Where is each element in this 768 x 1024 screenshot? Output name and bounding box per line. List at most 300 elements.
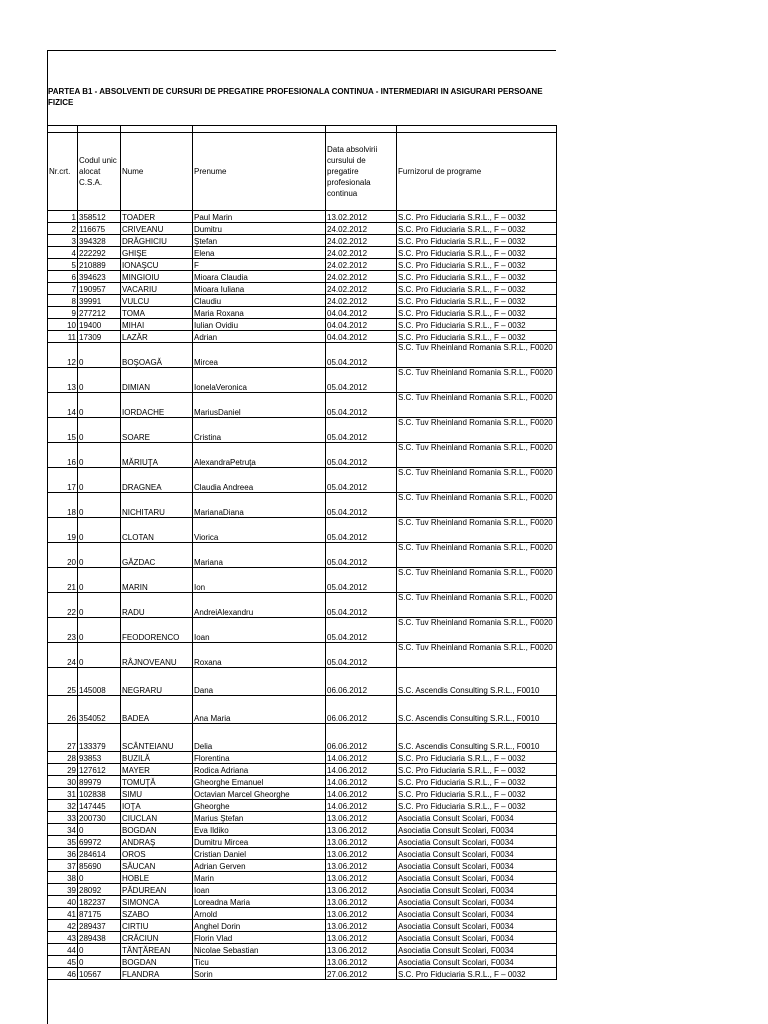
cell-code: 19400 — [78, 319, 121, 331]
cell-first-name: Mircea — [193, 343, 326, 368]
cell-first-name: Cristina — [193, 418, 326, 443]
header-code: Codul unic alocat C.S.A. — [78, 133, 121, 211]
cell-date: 24.02.2012 — [326, 235, 397, 247]
table-row — [48, 848, 557, 860]
cell-nr: 28 — [48, 752, 78, 764]
cell-date: 13.06.2012 — [326, 932, 397, 944]
cell-first-name: Nicolae Sebastian — [193, 944, 326, 956]
cell-last-name: TĂNŢĂREAN — [121, 944, 193, 956]
table-row — [48, 836, 557, 848]
cell-nr: 45 — [48, 956, 78, 968]
cell-first-name: Ioan — [193, 884, 326, 896]
cell-provider: S.C. Ascendis Consulting S.R.L., F0010 — [397, 696, 557, 724]
cell-first-name: Maria Roxana — [193, 307, 326, 319]
table-row — [48, 295, 557, 307]
cell-code: 354052 — [78, 696, 121, 724]
cell-code: 0 — [78, 468, 121, 493]
header-nr: Nr.crt. — [48, 133, 78, 211]
cell-date: 06.06.2012 — [326, 696, 397, 724]
table-row — [48, 283, 557, 295]
table-row — [48, 223, 557, 235]
cell-nr: 12 — [48, 343, 78, 368]
cell-code: 0 — [78, 618, 121, 643]
cell-date: 14.06.2012 — [326, 764, 397, 776]
cell-nr: 1 — [48, 211, 78, 223]
cell-provider: S.C. Tuv Rheinland Romania S.R.L., F0020 — [397, 443, 557, 468]
cell-nr: 14 — [48, 393, 78, 418]
cell-provider: S.C. Tuv Rheinland Romania S.R.L., F0020 — [397, 343, 557, 368]
cell-code: 0 — [78, 872, 121, 884]
cell-last-name: TOADER — [121, 211, 193, 223]
cell-nr: 36 — [48, 848, 78, 860]
cell-last-name: NEGRARU — [121, 668, 193, 696]
table-row — [48, 271, 557, 283]
cell-nr: 27 — [48, 724, 78, 752]
cell-nr: 30 — [48, 776, 78, 788]
cell-date: 13.02.2012 — [326, 211, 397, 223]
cell-first-name: Cristian Daniel — [193, 848, 326, 860]
cell-provider: S.C. Pro Fiduciaria S.R.L., F – 0032 — [397, 788, 557, 800]
cell-last-name: PĂDUREAN — [121, 884, 193, 896]
cell-first-name: Sorin — [193, 968, 326, 980]
table-row — [48, 468, 557, 493]
cell-provider: S.C. Pro Fiduciaria S.R.L., F – 0032 — [397, 307, 557, 319]
table-row — [48, 518, 557, 543]
graduates-table — [47, 125, 557, 980]
cell-date: 14.06.2012 — [326, 788, 397, 800]
cell-date: 05.04.2012 — [326, 593, 397, 618]
cell-nr: 40 — [48, 896, 78, 908]
cell-last-name: DIMIAN — [121, 368, 193, 393]
cell-first-name: Viorica — [193, 518, 326, 543]
cell-provider: S.C. Pro Fiduciaria S.R.L., F – 0032 — [397, 776, 557, 788]
cell-nr: 5 — [48, 259, 78, 271]
cell-first-name: MarianaDiana — [193, 493, 326, 518]
header-provider: Furnizorul de programe — [397, 133, 557, 211]
cell-code: 0 — [78, 518, 121, 543]
cell-first-name: Iulian Ovidiu — [193, 319, 326, 331]
cell-provider: Asociatia Consult Scolari, F0034 — [397, 872, 557, 884]
cell-nr: 37 — [48, 860, 78, 872]
cell-first-name: Delia — [193, 724, 326, 752]
cell-last-name: SIMONCA — [121, 896, 193, 908]
cell-date: 13.06.2012 — [326, 908, 397, 920]
table-row — [48, 800, 557, 812]
cell-last-name: BADEA — [121, 696, 193, 724]
cell-code: 289437 — [78, 920, 121, 932]
cell-last-name: TOMA — [121, 307, 193, 319]
table-row — [48, 956, 557, 968]
cell-first-name: Eva Ildiko — [193, 824, 326, 836]
cell-date: 06.06.2012 — [326, 668, 397, 696]
cell-last-name: BOŞOAGĂ — [121, 343, 193, 368]
cell-date: 05.04.2012 — [326, 443, 397, 468]
table-row — [48, 368, 557, 393]
cell-last-name: IOŢA — [121, 800, 193, 812]
cell-date: 05.04.2012 — [326, 518, 397, 543]
table-row — [48, 331, 557, 343]
cell-date: 04.04.2012 — [326, 331, 397, 343]
cell-first-name: Ion — [193, 568, 326, 593]
cell-code: 222292 — [78, 247, 121, 259]
table-row — [48, 824, 557, 836]
cell-first-name: Dumitru — [193, 223, 326, 235]
cell-code: 190957 — [78, 283, 121, 295]
cell-code: 145008 — [78, 668, 121, 696]
cell-code: 85690 — [78, 860, 121, 872]
cell-code: 28092 — [78, 884, 121, 896]
cell-first-name: Gheorghe — [193, 800, 326, 812]
cell-first-name: F — [193, 259, 326, 271]
cell-first-name: Mariana — [193, 543, 326, 568]
cell-date: 05.04.2012 — [326, 643, 397, 668]
cell-provider: Asociatia Consult Scolari, F0034 — [397, 932, 557, 944]
cell-provider: Asociatia Consult Scolari, F0034 — [397, 896, 557, 908]
cell-first-name: AlexandraPetruţa — [193, 443, 326, 468]
cell-provider: Asociatia Consult Scolari, F0034 — [397, 884, 557, 896]
table-row — [48, 968, 557, 980]
cell-code: 0 — [78, 418, 121, 443]
cell-code: 0 — [78, 643, 121, 668]
cell-code: 102838 — [78, 788, 121, 800]
cell-nr: 35 — [48, 836, 78, 848]
cell-provider: S.C. Ascendis Consulting S.R.L., F0010 — [397, 724, 557, 752]
table-row — [48, 944, 557, 956]
cell-last-name: BUZILĂ — [121, 752, 193, 764]
cell-code: 182237 — [78, 896, 121, 908]
cell-first-name: Ştefan — [193, 235, 326, 247]
cell-first-name: MariusDaniel — [193, 393, 326, 418]
cell-last-name: MAYER — [121, 764, 193, 776]
cell-code: 0 — [78, 443, 121, 468]
cell-provider: S.C. Pro Fiduciaria S.R.L., F – 0032 — [397, 331, 557, 343]
cell-date: 13.06.2012 — [326, 944, 397, 956]
cell-first-name: Ticu — [193, 956, 326, 968]
cell-provider: S.C. Tuv Rheinland Romania S.R.L., F0020 — [397, 518, 557, 543]
cell-nr: 32 — [48, 800, 78, 812]
cell-first-name: Mioara Iuliana — [193, 283, 326, 295]
cell-last-name: SZABO — [121, 908, 193, 920]
cell-first-name: Octavian Marcel Gheorghe — [193, 788, 326, 800]
cell-provider: Asociatia Consult Scolari, F0034 — [397, 908, 557, 920]
cell-nr: 38 — [48, 872, 78, 884]
cell-date: 27.06.2012 — [326, 968, 397, 980]
table-row — [48, 618, 557, 643]
cell-date: 13.06.2012 — [326, 836, 397, 848]
cell-provider: S.C. Pro Fiduciaria S.R.L., F – 0032 — [397, 247, 557, 259]
cell-date: 05.04.2012 — [326, 343, 397, 368]
header-row — [48, 133, 557, 211]
table-row — [48, 307, 557, 319]
cell-date: 13.06.2012 — [326, 896, 397, 908]
cell-date: 05.04.2012 — [326, 418, 397, 443]
header-last-name: Nume — [121, 133, 193, 211]
cell-date: 05.04.2012 — [326, 368, 397, 393]
cell-last-name: IORDACHE — [121, 393, 193, 418]
cell-last-name: SCÂNTEIANU — [121, 724, 193, 752]
cell-nr: 44 — [48, 944, 78, 956]
cell-nr: 9 — [48, 307, 78, 319]
cell-code: 0 — [78, 343, 121, 368]
cell-nr: 24 — [48, 643, 78, 668]
cell-nr: 7 — [48, 283, 78, 295]
cell-code: 93853 — [78, 752, 121, 764]
cell-date: 13.06.2012 — [326, 812, 397, 824]
cell-last-name: LAZĂR — [121, 331, 193, 343]
cell-provider: S.C. Pro Fiduciaria S.R.L., F – 0032 — [397, 295, 557, 307]
cell-last-name: GĂZDAC — [121, 543, 193, 568]
cell-first-name: AndreiAlexandru — [193, 593, 326, 618]
cell-date: 13.06.2012 — [326, 848, 397, 860]
cell-first-name: Loreadna Maria — [193, 896, 326, 908]
table-row — [48, 788, 557, 800]
cell-provider: Asociatia Consult Scolari, F0034 — [397, 812, 557, 824]
cell-code: 0 — [78, 368, 121, 393]
cell-provider: S.C. Pro Fiduciaria S.R.L., F – 0032 — [397, 800, 557, 812]
cell-provider: S.C. Tuv Rheinland Romania S.R.L., F0020 — [397, 643, 557, 668]
cell-nr: 16 — [48, 443, 78, 468]
table-row — [48, 896, 557, 908]
cell-first-name: Rodica Adriana — [193, 764, 326, 776]
cell-first-name: IonelaVeronica — [193, 368, 326, 393]
cell-date: 13.06.2012 — [326, 860, 397, 872]
cell-date: 24.02.2012 — [326, 271, 397, 283]
cell-last-name: BOGDAN — [121, 824, 193, 836]
cell-code: 394623 — [78, 271, 121, 283]
header-graduation-date: Data absolvirii cursului de pregatire profesionala continua — [326, 133, 397, 211]
table-row — [48, 932, 557, 944]
cell-date: 14.06.2012 — [326, 800, 397, 812]
table-row — [48, 668, 557, 696]
cell-nr: 34 — [48, 824, 78, 836]
cell-date: 05.04.2012 — [326, 493, 397, 518]
cell-first-name: Ana Maria — [193, 696, 326, 724]
cell-code: 39991 — [78, 295, 121, 307]
cell-code: 116675 — [78, 223, 121, 235]
cell-first-name: Claudia Andreea — [193, 468, 326, 493]
cell-provider: S.C. Pro Fiduciaria S.R.L., F – 0032 — [397, 235, 557, 247]
cell-first-name: Florentina — [193, 752, 326, 764]
cell-provider: S.C. Pro Fiduciaria S.R.L., F – 0032 — [397, 283, 557, 295]
cell-first-name: Anghel Dorin — [193, 920, 326, 932]
cell-provider: S.C. Pro Fiduciaria S.R.L., F – 0032 — [397, 211, 557, 223]
cell-code: 210889 — [78, 259, 121, 271]
cell-nr: 15 — [48, 418, 78, 443]
cell-nr: 18 — [48, 493, 78, 518]
cell-provider: Asociatia Consult Scolari, F0034 — [397, 956, 557, 968]
document-title: PARTEA B1 - ABSOLVENTI DE CURSURI DE PREGATIRE PROFESIONALA CONTINUA - INTERMEDIARI IN ASIGURARI PERSOANE FIZICE — [48, 87, 543, 107]
cell-code: 0 — [78, 543, 121, 568]
cell-first-name: Adrian — [193, 331, 326, 343]
cell-date: 14.06.2012 — [326, 776, 397, 788]
cell-provider: S.C. Tuv Rheinland Romania S.R.L., F0020 — [397, 543, 557, 568]
cell-date: 24.02.2012 — [326, 247, 397, 259]
cell-date: 13.06.2012 — [326, 884, 397, 896]
cell-last-name: FEODORENCO — [121, 618, 193, 643]
cell-last-name: VACARIU — [121, 283, 193, 295]
cell-nr: 41 — [48, 908, 78, 920]
cell-first-name: Dana — [193, 668, 326, 696]
cell-last-name: TOMUŢĂ — [121, 776, 193, 788]
cell-first-name: Florin Vlad — [193, 932, 326, 944]
table-row — [48, 593, 557, 618]
cell-nr: 46 — [48, 968, 78, 980]
table-row — [48, 860, 557, 872]
cell-nr: 8 — [48, 295, 78, 307]
cell-date: 13.06.2012 — [326, 920, 397, 932]
cell-provider: S.C. Pro Fiduciaria S.R.L., F – 0032 — [397, 968, 557, 980]
cell-provider: S.C. Pro Fiduciaria S.R.L., F – 0032 — [397, 259, 557, 271]
cell-last-name: FLANDRA — [121, 968, 193, 980]
cell-last-name: CIUCLAN — [121, 812, 193, 824]
cell-nr: 2 — [48, 223, 78, 235]
cell-nr: 4 — [48, 247, 78, 259]
cell-first-name: Roxana — [193, 643, 326, 668]
cell-code: 394328 — [78, 235, 121, 247]
cell-last-name: GHIŞE — [121, 247, 193, 259]
cell-nr: 13 — [48, 368, 78, 393]
cell-date: 14.06.2012 — [326, 752, 397, 764]
cell-code: 147445 — [78, 800, 121, 812]
cell-first-name: Gheorghe Emanuel — [193, 776, 326, 788]
table-row — [48, 872, 557, 884]
cell-date: 06.06.2012 — [326, 724, 397, 752]
cell-provider: Asociatia Consult Scolari, F0034 — [397, 944, 557, 956]
cell-nr: 42 — [48, 920, 78, 932]
cell-date: 04.04.2012 — [326, 319, 397, 331]
table-row — [48, 920, 557, 932]
cell-last-name: IONAŞCU — [121, 259, 193, 271]
cell-code: 358512 — [78, 211, 121, 223]
table-row — [48, 696, 557, 724]
cell-last-name: MARIN — [121, 568, 193, 593]
table-row — [48, 752, 557, 764]
cell-code: 87175 — [78, 908, 121, 920]
cell-provider: S.C. Pro Fiduciaria S.R.L., F – 0032 — [397, 271, 557, 283]
cell-date: 24.02.2012 — [326, 259, 397, 271]
cell-provider: S.C. Pro Fiduciaria S.R.L., F – 0032 — [397, 223, 557, 235]
cell-provider: S.C. Tuv Rheinland Romania S.R.L., F0020 — [397, 493, 557, 518]
cell-last-name: OROS — [121, 848, 193, 860]
table-row — [48, 908, 557, 920]
cell-last-name: CRĂCIUN — [121, 932, 193, 944]
table-row — [48, 211, 557, 223]
cell-last-name: HOBLE — [121, 872, 193, 884]
table-row — [48, 319, 557, 331]
table-row — [48, 812, 557, 824]
cell-provider: Asociatia Consult Scolari, F0034 — [397, 848, 557, 860]
cell-first-name: Dumitru Mircea — [193, 836, 326, 848]
table-row — [48, 724, 557, 752]
cell-date: 13.06.2012 — [326, 824, 397, 836]
cell-code: 17309 — [78, 331, 121, 343]
cell-last-name: NICHITARU — [121, 493, 193, 518]
cell-last-name: DRAGNEA — [121, 468, 193, 493]
cell-provider: S.C. Tuv Rheinland Romania S.R.L., F0020 — [397, 468, 557, 493]
cell-date: 05.04.2012 — [326, 393, 397, 418]
cell-date: 04.04.2012 — [326, 307, 397, 319]
cell-code: 0 — [78, 944, 121, 956]
cell-provider: S.C. Tuv Rheinland Romania S.R.L., F0020 — [397, 593, 557, 618]
table-row — [48, 568, 557, 593]
spacer-row — [48, 126, 557, 133]
cell-last-name: MINGIOIU — [121, 271, 193, 283]
cell-first-name: Ioan — [193, 618, 326, 643]
cell-date: 13.06.2012 — [326, 872, 397, 884]
cell-nr: 3 — [48, 235, 78, 247]
cell-nr: 11 — [48, 331, 78, 343]
cell-provider: S.C. Pro Fiduciaria S.R.L., F – 0032 — [397, 764, 557, 776]
cell-code: 0 — [78, 393, 121, 418]
cell-date: 05.04.2012 — [326, 543, 397, 568]
cell-date: 05.04.2012 — [326, 468, 397, 493]
cell-code: 0 — [78, 593, 121, 618]
cell-provider: Asociatia Consult Scolari, F0034 — [397, 860, 557, 872]
cell-nr: 25 — [48, 668, 78, 696]
cell-provider: Asociatia Consult Scolari, F0034 — [397, 836, 557, 848]
table-row — [48, 443, 557, 468]
table-row — [48, 776, 557, 788]
table-row — [48, 543, 557, 568]
cell-nr: 26 — [48, 696, 78, 724]
cell-last-name: VULCU — [121, 295, 193, 307]
cell-code: 277212 — [78, 307, 121, 319]
table-row — [48, 259, 557, 271]
cell-last-name: RADU — [121, 593, 193, 618]
table-row — [48, 493, 557, 518]
cell-first-name: Marius Ştefan — [193, 812, 326, 824]
cell-code: 0 — [78, 568, 121, 593]
cell-nr: 6 — [48, 271, 78, 283]
table-row — [48, 418, 557, 443]
table-row — [48, 343, 557, 368]
cell-nr: 29 — [48, 764, 78, 776]
cell-nr: 10 — [48, 319, 78, 331]
cell-provider: S.C. Tuv Rheinland Romania S.R.L., F0020 — [397, 368, 557, 393]
cell-last-name: BOGDAN — [121, 956, 193, 968]
cell-provider: S.C. Pro Fiduciaria S.R.L., F – 0032 — [397, 319, 557, 331]
cell-last-name: RÂJNOVEANU — [121, 643, 193, 668]
cell-first-name: Elena — [193, 247, 326, 259]
cell-nr: 22 — [48, 593, 78, 618]
cell-nr: 43 — [48, 932, 78, 944]
cell-provider: S.C. Pro Fiduciaria S.R.L., F – 0032 — [397, 752, 557, 764]
cell-first-name: Mioara Claudia — [193, 271, 326, 283]
cell-code: 284614 — [78, 848, 121, 860]
cell-provider: Asociatia Consult Scolari, F0034 — [397, 824, 557, 836]
cell-provider: S.C. Ascendis Consulting S.R.L., F0010 — [397, 668, 557, 696]
cell-first-name: Arnold — [193, 908, 326, 920]
cell-code: 133379 — [78, 724, 121, 752]
cell-date: 24.02.2012 — [326, 223, 397, 235]
cell-last-name: CIRTIU — [121, 920, 193, 932]
cell-code: 89979 — [78, 776, 121, 788]
cell-provider: S.C. Tuv Rheinland Romania S.R.L., F0020 — [397, 418, 557, 443]
cell-nr: 31 — [48, 788, 78, 800]
cell-last-name: DRĂGHICIU — [121, 235, 193, 247]
cell-date: 05.04.2012 — [326, 568, 397, 593]
cell-code: 200730 — [78, 812, 121, 824]
cell-first-name: Marin — [193, 872, 326, 884]
cell-date: 24.02.2012 — [326, 283, 397, 295]
table-row — [48, 235, 557, 247]
cell-code: 289438 — [78, 932, 121, 944]
cell-first-name: Paul Marin — [193, 211, 326, 223]
cell-last-name: MIHAI — [121, 319, 193, 331]
cell-nr: 23 — [48, 618, 78, 643]
table-row — [48, 247, 557, 259]
cell-date: 05.04.2012 — [326, 618, 397, 643]
